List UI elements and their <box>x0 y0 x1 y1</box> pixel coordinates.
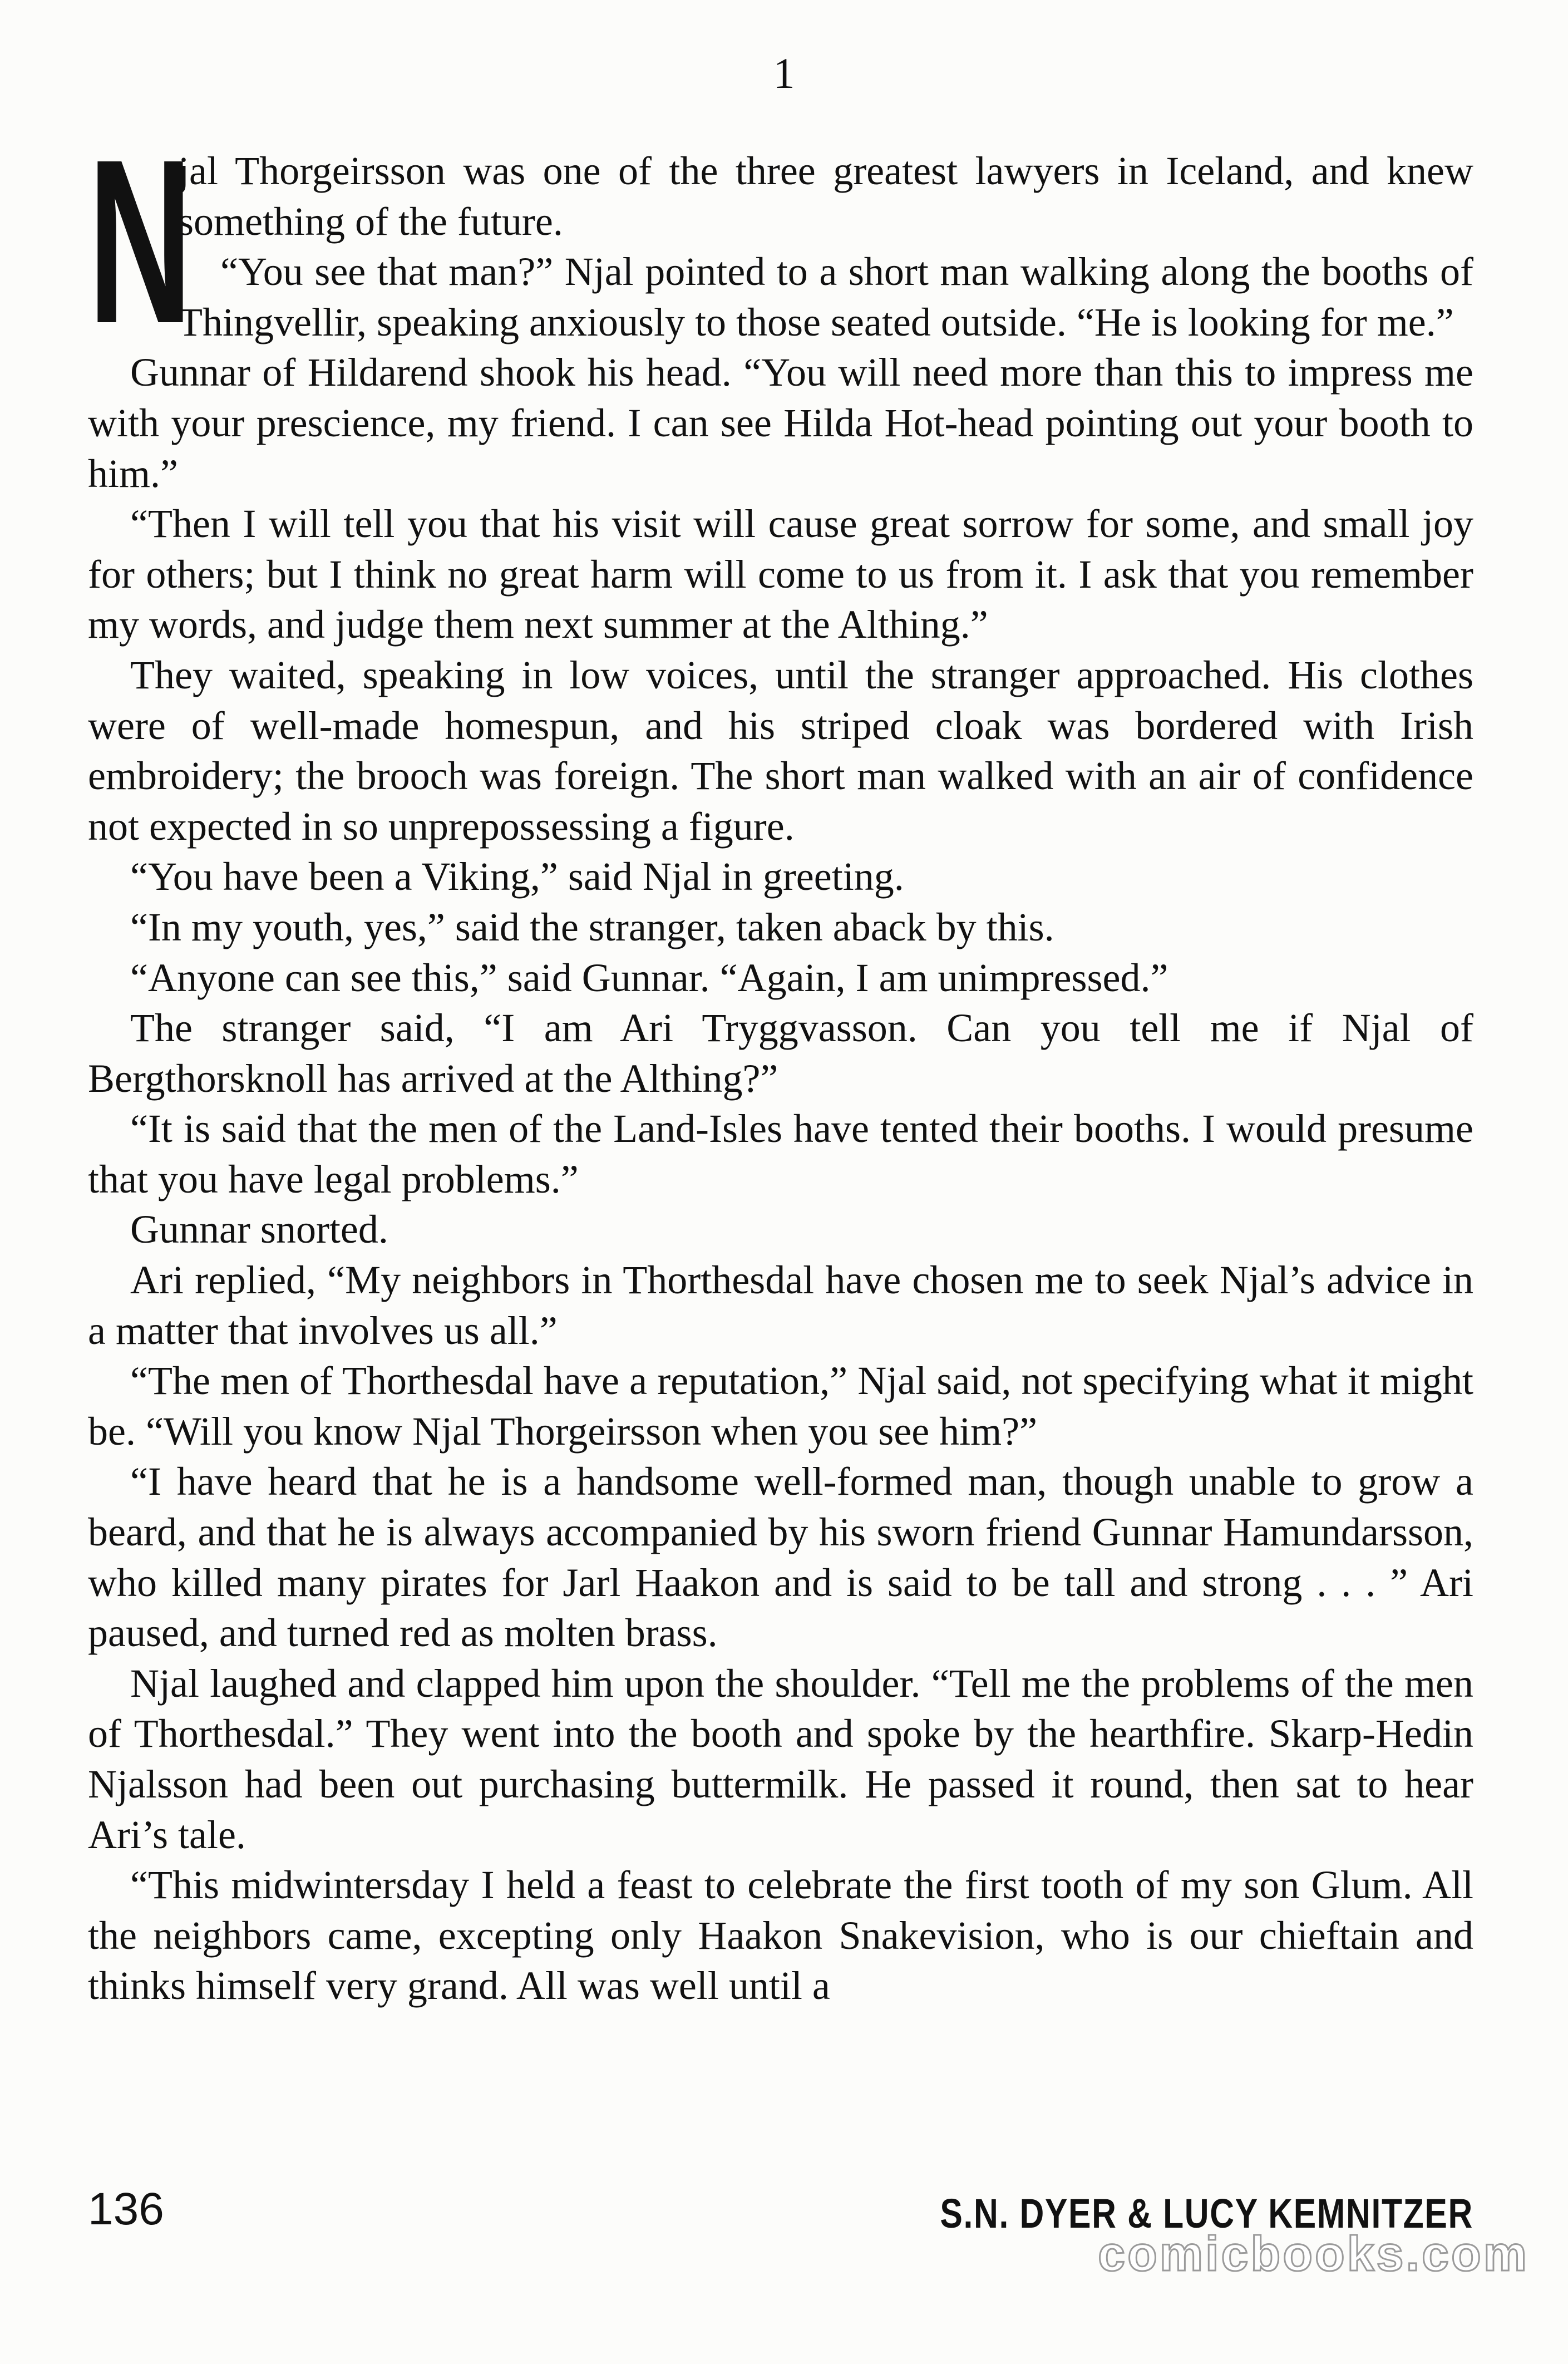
paragraph: Njal laughed and clapped him upon the shoulder. “Tell me the problems of the men of Thorthesdal.” They went into the booth and spoke by the hearthfire. Skarp-Hedin Njalsson had been out purchasing buttermilk. He passed it round, then sat to hear Ari’s tale. <box>88 1661 1473 1857</box>
paragraph: “I have heard that he is a handsome well-formed man, though unable to grow a beard, and that he is always accompanied by his sworn friend Gunnar Hamundarsson, who killed many pirates for Jarl Haakon and is said to be tall and strong . . . ” Ari paused, and turned red as molten brass. <box>88 1459 1473 1656</box>
paragraph: “The men of Thorthesdal have a reputation,” Njal said, not specifying what it might be. “Will you know Njal Thorgeirsson when you see him?” <box>88 1358 1473 1454</box>
paragraph: “You have been a Viking,” said Njal in greeting. <box>130 854 904 899</box>
paragraph: “In my youth, yes,” said the stranger, taken aback by this. <box>130 904 1054 949</box>
paragraph: “Anyone can see this,” said Gunnar. “Again, I am unimpressed.” <box>130 955 1168 1000</box>
paragraph: They waited, speaking in low voices, until the stranger approached. His clothes were of well-made homespun, and his striped cloak was bordered with Irish embroidery; the brooch was foreign. The short man walked with an air of confidence not expected in so unprepossessing a figure. <box>88 652 1473 849</box>
drop-cap-letter: N <box>88 111 189 372</box>
paragraph: The stranger said, “I am Ari Tryggvasson. Can you tell me if Njal of Bergthorsknoll has arrived at the Althing?” <box>88 1006 1473 1101</box>
paragraph: Ari replied, “My neighbors in Thorthesdal have chosen me to seek Njal’s advice in a matter that involves us all.” <box>88 1258 1473 1353</box>
paragraph: Gunnar snorted. <box>130 1207 388 1252</box>
paragraph: “Then I will tell you that his visit will cause great sorrow for some, and small joy for others; but I think no great harm will come to us from it. I ask that you remember my words, and judge them next summer at the Althing.” <box>88 501 1473 647</box>
paragraph: “You see that man?” Njal pointed to a short man walking along the booths of Thingvellir, speaking anxiously to those seated outside. “He is looking for me.” <box>178 249 1473 344</box>
story-text <box>88 111 1473 2011</box>
watermark: comicbooks.com <box>1098 2226 1529 2281</box>
paragraph: “This midwintersday I held a feast to celebrate the first tooth of my son Glum. All the neighbors came, excepting only Haakon Snakevision, who is our chieftain and thinks himself very grand. All was well until a <box>88 1863 1473 2008</box>
paragraph: “It is said that the men of the Land-Isles have tented their booths. I would presume that you have legal problems.” <box>88 1106 1473 1201</box>
page-number: 136 <box>88 2184 164 2234</box>
paragraph: Gunnar of Hildarend shook his head. “You will need more than this to impress me with your prescience, my friend. I can see Hilda Hot-head pointing out your booth to him.” <box>88 350 1473 496</box>
chapter-number: 1 <box>773 49 795 97</box>
running-footer-authors: S.N. DYER & LUCY KEMNITZER <box>940 2190 1473 2237</box>
paragraph-1-text: jal Thorgeirsson was one of the three greatest lawyers in Iceland, and knew something of the future. <box>178 149 1473 244</box>
